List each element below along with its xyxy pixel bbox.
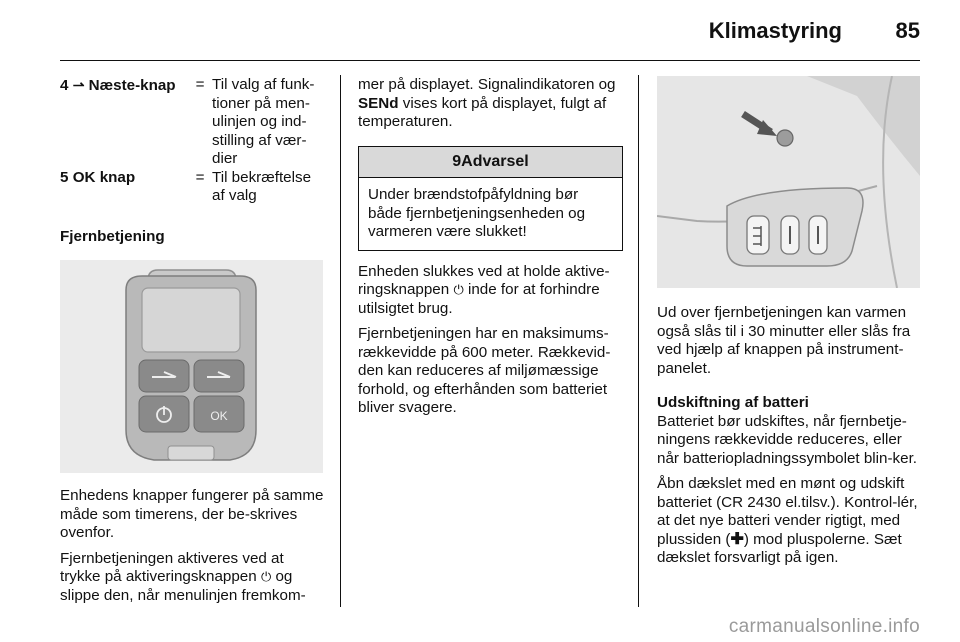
paragraph: Åbn dækslet med en mønt og udskift batteriet (CR 2430 el.tilsv.). Kontrol-lér, at det nye batteri vender rigtigt, med plussiden (✚) mod pluspolerne. Sæt dækslet forsvarligt på igen. <box>657 475 918 566</box>
remote-control-illustration <box>60 260 323 473</box>
item-eq: = <box>195 76 205 93</box>
item-label: Næste-knap <box>88 77 176 94</box>
paragraph: Enheden slukkes ved at holde aktive-ringsknappen ⏻ inde for at forhindre utilsigtet brug. <box>358 262 610 317</box>
ok-button-label: OK <box>210 409 228 423</box>
right-column <box>657 76 920 575</box>
middle-column <box>358 76 623 425</box>
left-column <box>60 76 325 612</box>
item-number: 4 <box>60 77 69 94</box>
item-number: 5 <box>60 168 69 186</box>
page-number: 85 <box>895 18 920 43</box>
warning-header <box>359 147 622 179</box>
section-heading: Fjernbetjening <box>60 227 165 245</box>
paragraph: mer på displayet. Signalindikatoren og SENd vises kort på displayet, fulgt af temperaturen. <box>358 76 616 130</box>
column-divider <box>340 75 341 607</box>
header-rule <box>60 60 920 61</box>
instrument-panel-drawing <box>657 76 920 288</box>
warning-box <box>358 146 623 251</box>
instrument-panel-illustration <box>657 76 920 288</box>
item-desc: Til bekræftelse af valg <box>212 168 312 204</box>
item-desc: Til valg af funk- tioner på men- ulinjen og ind- stilling af vær- dier <box>212 76 315 167</box>
paragraph: Batteriet bør udskiftes, når fjernbetje-ningens rækkevidde reduceres, eller når batteriopladningssymbolet blin-ker. <box>657 412 918 467</box>
column-divider <box>638 75 639 607</box>
item-eq: = <box>195 168 205 186</box>
warning-body: Under brændstofpåfyldning bør både fjernbetjeningsenheden og varmeren være slukket! <box>368 186 586 240</box>
item-label: OK knap <box>72 168 136 186</box>
power-icon: ⏻ <box>260 569 272 584</box>
definition-list <box>60 76 325 206</box>
paragraph: Ud over fjernbetjeningen kan varmen også slås til i 30 minutter eller slås fra ved hjælp af knappen på instrument-panelet. <box>657 304 911 377</box>
next-arrow-icon: ⇀ <box>72 77 85 93</box>
warning-title: Advarsel <box>461 152 529 170</box>
paragraph: Enhedens knapper fungerer på samme måde som timerens, der be-skrives ovenfor. <box>60 487 324 541</box>
definition-item <box>60 169 325 206</box>
paragraph: Fjernbetjeningen har en maksimums-rækkevidde på 600 meter. Rækkevid-den kan reduceres af miljømæssige forhold, og efterhånden som batteriet bliver svagere. <box>358 325 611 416</box>
watermark: carmanualsonline.info <box>728 616 920 637</box>
definition-item <box>60 76 325 169</box>
signal-indicator-text: SENd <box>358 94 399 112</box>
power-icon: ⏻ <box>453 282 464 297</box>
remote-control-drawing <box>60 260 323 473</box>
section-heading: Udskiftning af batteri <box>657 394 809 411</box>
plus-icon: ✚ <box>730 530 744 548</box>
warning-icon: 9 <box>452 152 462 170</box>
paragraph: Fjernbetjeningen aktiveres ved at trykke på aktiveringsknappen ⏻ og slippe den, når menulinjen fremkom- <box>60 549 306 604</box>
page-title: Klimastyring <box>708 18 842 43</box>
